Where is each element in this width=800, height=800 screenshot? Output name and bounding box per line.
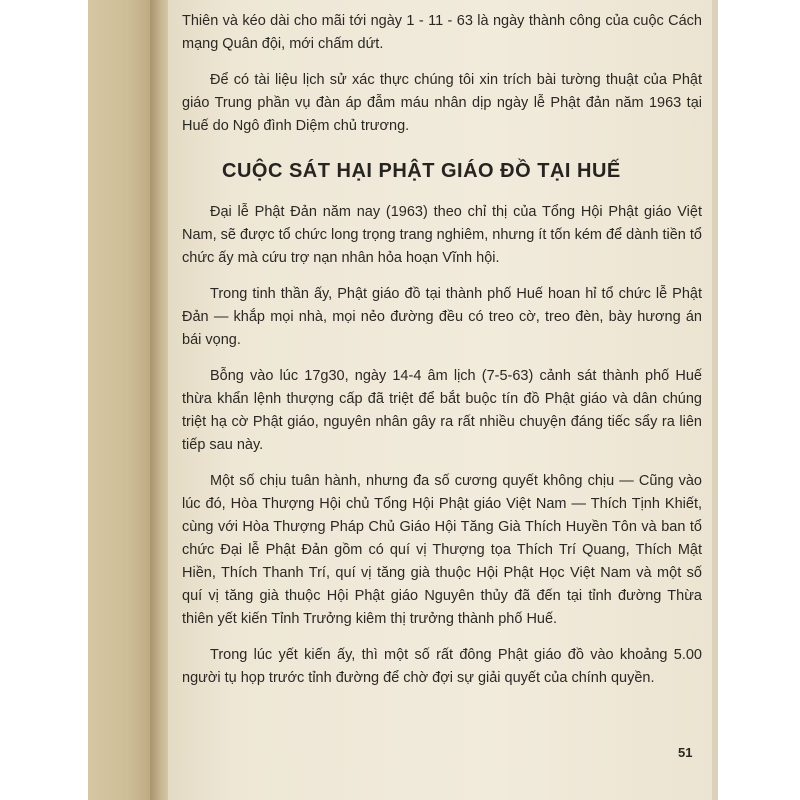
paragraph-2: Để có tài liệu lịch sử xác thực chúng tôi xin trích bài tường thuật của Phật giáo Trung phần vụ đàn áp đẫm máu nhân dịp ngày lễ Phật đản năm 1963 tại Huế do Ngô đình Diệm chủ trương. xyxy=(182,72,702,134)
paragraph-1: Thiên và kéo dài cho mãi tới ngày 1 - 11 - 63 là ngày thành công của cuộc Cách mạng Quân đội, mới chấm dứt. xyxy=(182,13,702,52)
paragraph-5: Bỗng vào lúc 17g30, ngày 14-4 âm lịch (7-5-63) cảnh sát thành phố Huế thừa khẩn lệnh thượng cấp đã triệt để bắt buộc tín đồ Phật giáo và dân chúng triệt hạ cờ Phật giáo, nguyên nhân gây ra rất nhiều chuyện đáng tiếc sẩy ra liên tiếp sau này. xyxy=(182,368,702,453)
paragraph-3: Đại lễ Phật Đản năm nay (1963) theo chỉ thị của Tổng Hội Phật giáo Việt Nam, sẽ được tổ chức long trọng trang nghiêm, nhưng ít tốn kém để dành tiền tổ chức ấy mà cứu trợ nạn nhân hỏa hoạn Vĩnh hội. xyxy=(182,204,702,266)
paragraph-6: Một số chịu tuân hành, nhưng đa số cương quyết không chịu — Cũng vào lúc đó, Hòa Thượng Hội chủ Tổng Hội Phật giáo Việt Nam — Thích Tịnh Khiết, cùng với Hòa Thượng Pháp Chủ Giáo Hội Tăng Già Thích Huyền Tôn và ban tổ chức Đại lễ Phật Đản gồm có quí vị Thượng tọa Thích Trí Quang, Thích Mật Hiền, Thích Thanh Trí, quí vị tăng già thuộc Hội Phật Học Việt Nam và một số quí vị tăng già thuộc Hội Phật giáo Nguyên thủy đã đến tại tỉnh đường Thừa thiên yết kiến Tỉnh Trưởng kiêm thị trưởng thành phố Huế. xyxy=(182,473,702,627)
section-title: CUỘC SÁT HẠI PHẬT GIÁO ĐỒ TẠI HUẾ xyxy=(222,160,621,182)
page-number: 51 xyxy=(678,745,693,760)
right-page-edge xyxy=(712,0,718,800)
paragraph-4: Trong tinh thần ấy, Phật giáo đồ tại thành phố Huế hoan hỉ tổ chức lễ Phật Đản — khắp mọi nhà, mọi nẻo đường đều có treo cờ, treo đèn, bày hương án bái vọng. xyxy=(182,286,702,348)
page-text xyxy=(182,10,702,703)
paragraph-7: Trong lúc yết kiến ấy, thì một số rất đông Phật giáo đồ vào khoảng 5.00 người tụ họp trước tỉnh đường để chờ đợi sự giải quyết của chính quyền. xyxy=(182,647,702,686)
left-page-edge xyxy=(88,0,156,800)
